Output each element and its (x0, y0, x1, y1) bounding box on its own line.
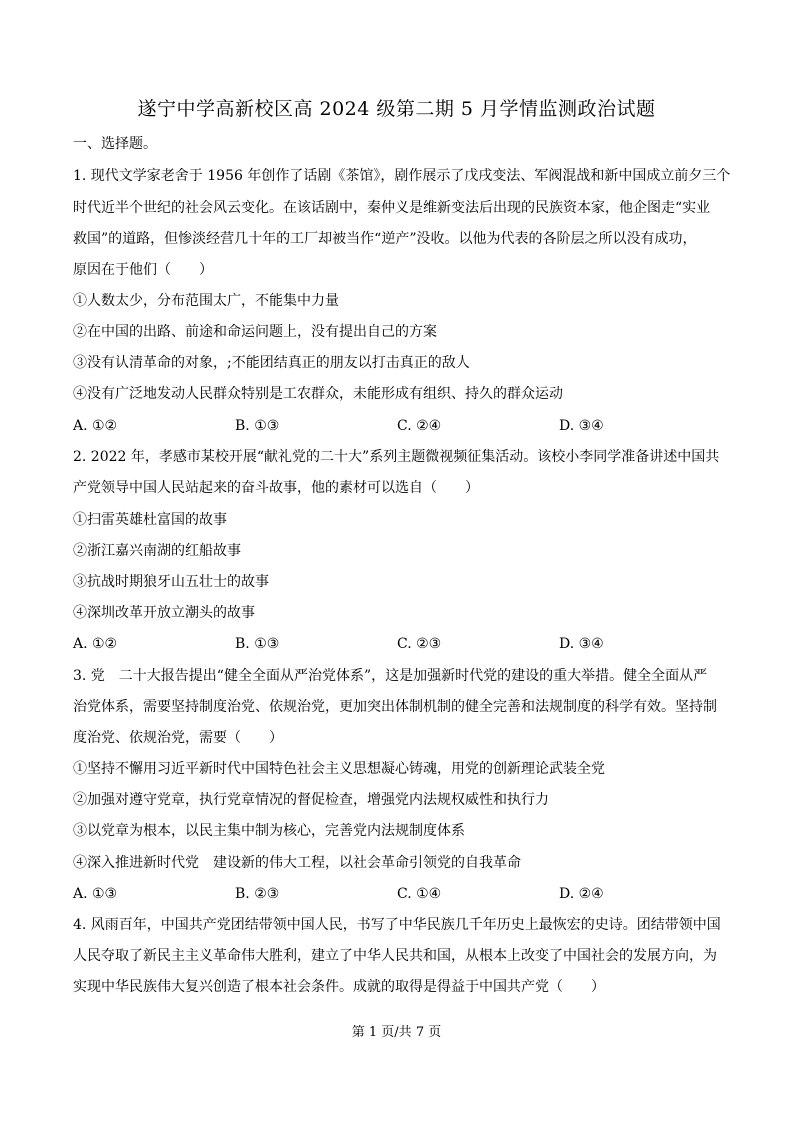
q1-option-c[interactable]: C. ②④ (397, 418, 442, 434)
q2-option-c[interactable]: C. ②③ (397, 636, 442, 652)
q2-option-a[interactable]: A. ①② (73, 636, 118, 652)
q1-stem-line-4: 原因在于他们（ ） (73, 262, 213, 278)
q3-statement-4: ④深入推进新时代党 建设新的伟大工程，以社会革命引领党的自我革命 (73, 855, 521, 871)
q1-stem-line-1: 1. 现代文学家老舍于 1956 年创作了话剧《茶馆》，剧作展示了戊戌变法、军阀混战和新中国成立前夕三个 (73, 168, 731, 184)
q2-statement-1: ①扫雷英雄杜富国的故事 (73, 512, 227, 528)
exam-title: 遂宁中学高新校区高 2024 级第二期 5 月学情监测政治试题 (137, 98, 656, 120)
q3-stem-line-2: 治党体系，需要坚持制度治党、依规治党，更加突出体制机制的健全完善和法规制度的科学有效。坚持制 (73, 699, 717, 715)
q1-stem-line-2: 时代近半个世纪的社会风云变化。在该话剧中，秦仲义是维新变法后出现的民族资本家，他企图走“实业 (73, 200, 711, 216)
q3-option-d[interactable]: D. ②④ (559, 886, 604, 902)
q3-option-c[interactable]: C. ①④ (397, 886, 442, 902)
q1-statement-3: ③没有认清革命的对象，;不能团结真正的朋友以打击真正的敌人 (73, 355, 470, 371)
q2-statement-4: ④深圳改革开放立潮头的故事 (73, 605, 255, 621)
q2-statement-3: ③抗战时期狼牙山五壮士的故事 (73, 574, 269, 590)
q1-option-d[interactable]: D. ③④ (559, 418, 604, 434)
q2-option-d[interactable]: D. ③④ (559, 636, 604, 652)
q3-stem-line-3: 度治党、依规治党，需要（ ） (73, 730, 283, 746)
q2-stem-line-2: 产党领导中国人民站起来的奋斗故事，他的素材可以选自（ ） (73, 480, 479, 496)
q3-statement-2: ②加强对遵守党章，执行党章情况的督促检查，增强党内法规权威性和执行力 (73, 792, 549, 808)
q1-statement-4: ④没有广泛地发动人民群众特别是工农群众，未能形成有组织、持久的群众运动 (73, 386, 563, 402)
q4-stem-line-1: 4. 风雨百年，中国共产党团结带领中国人民，书写了中华民族几千年历史上最恢宏的史诗。团结带领中国 (73, 917, 721, 933)
q2-option-b[interactable]: B. ①③ (235, 636, 280, 652)
section-heading: 一、选择题。 (73, 136, 157, 152)
q3-statement-1: ①坚持不懈用习近平新时代中国特色社会主义思想凝心铸魂，用党的创新理论武装全党 (73, 761, 605, 777)
page-footer: 第 1 页/共 7 页 (351, 1025, 442, 1040)
q3-statement-3: ③以党章为根本，以民主集中制为核心，完善党内法规制度体系 (73, 823, 465, 839)
q1-option-b[interactable]: B. ①③ (235, 418, 280, 434)
q1-statement-2: ②在中国的出路、前途和命运问题上，没有提出自己的方案 (73, 324, 437, 340)
q4-stem-line-3: 实现中华民族伟大复兴创造了根本社会条件。成就的取得是得益于中国共产党（ ） (73, 979, 605, 995)
q4-stem-line-2: 人民夺取了新民主主义革命伟大胜利，建立了中华人民共和国，从根本上改变了中国社会的发展方向，为 (73, 948, 717, 964)
q1-stem-line-3: 救国”的道路，但惨淡经营几十年的工厂却被当作“逆产”没收。以他为代表的各阶层之所以没有成功， (73, 231, 697, 247)
q2-statement-2: ②浙江嘉兴南湖的红船故事 (73, 543, 241, 559)
q3-stem-line-1: 3. 党 二十大报告提出“健全全面从严治党体系”，这是加强新时代党的建设的重大举措。健全全面从严 (73, 668, 708, 684)
q2-stem-line-1: 2. 2022 年，孝感市某校开展“献礼党的二十大”系列主题微视频征集活动。该校小李同学准备讲述中国共 (73, 449, 720, 465)
q3-option-b[interactable]: B. ②③ (235, 886, 280, 902)
q1-option-a[interactable]: A. ①② (73, 418, 118, 434)
q3-option-a[interactable]: A. ①③ (73, 886, 118, 902)
q1-statement-1: ①人数太少，分布范围太广，不能集中力量 (73, 293, 339, 309)
